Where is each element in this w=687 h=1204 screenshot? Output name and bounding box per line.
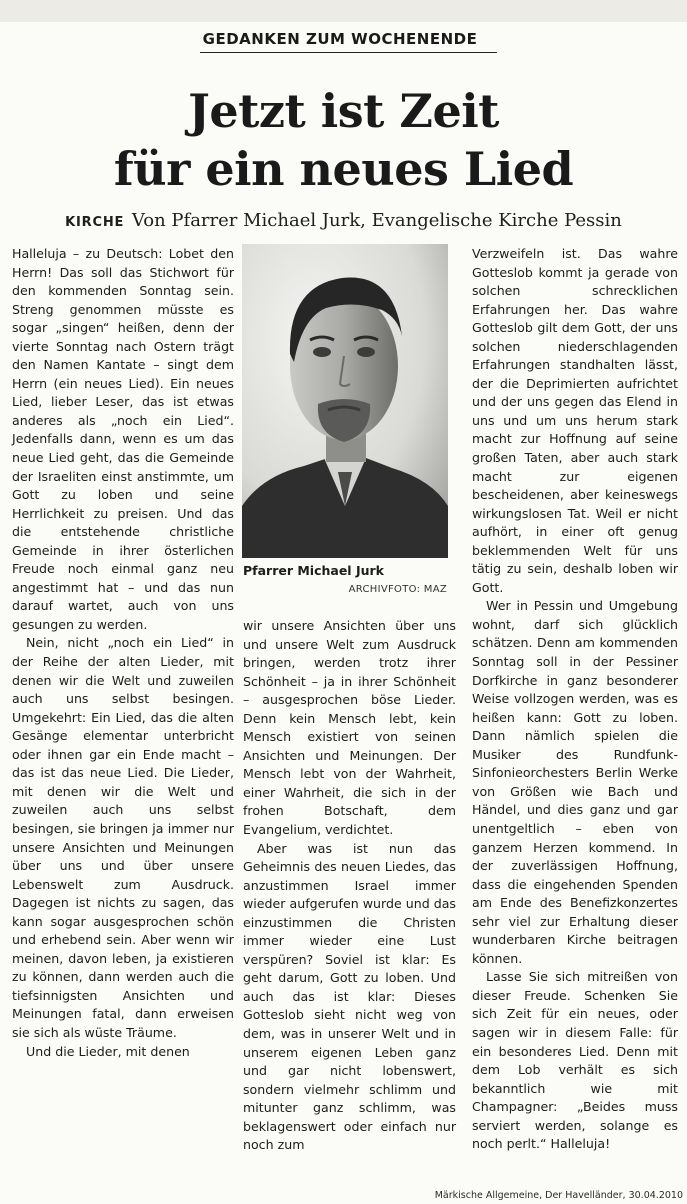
- headline: [0, 82, 687, 198]
- byline: [0, 210, 687, 231]
- source-attribution: Märkische Allgemeine, Der Havelländer, 30.04.2010: [434, 1190, 683, 1201]
- article-column-2: [243, 617, 456, 1155]
- kicker-label: KIRCHE: [65, 215, 125, 230]
- article-paragraph: Wer in Pessin und Umgebung wohnt, darf sich glücklich schätzen. Denn am kommenden Sonntag soll in der Pessiner Dorfkirche in ganz besonderer Weise vollzogen werden, was es heißen kann: Gott zu loben. Dann nämlich spielen die Musiker des Rundfunk-Sinfonieorchesters Berlin Werke von Größen wie Bach und Händel, und dies ganz und gar unentgeltlich – eben von ganzem Herzen kommend. In der zuverlässigen Hoffnung, dass die eingehenden Spenden am Ende des Benefizkonzertes sehr viel zur Erhaltung dieser wunderbaren Kirche beitragen können.: [472, 598, 678, 966]
- article-paragraph: Verzweifeln ist. Das wahre Gotteslob kommt ja gerade von solchen schrecklichen Erfahrungen her. Das wahre Gotteslob gilt dem Gott, der uns solchen niederschlagenden Erfahrungen standhalten lässt, der die Deprimierten aufrichtet und der uns gegen das Elend in uns und um uns herum stark macht zur Hoffnung auf seine großen Taten, aber auch stark macht zur eigenen bescheidenen, aber keineswegs wirkungslosen Tat. Weil er nicht aufhört, in einer oft genug beklemmenden Welt für uns tätig zu sein, deshalb loben wir Gott.: [472, 246, 678, 595]
- rubric-underline: [200, 52, 497, 53]
- headline-line-2: für ein neues Lied: [113, 142, 574, 196]
- article-column-1: [12, 245, 234, 1061]
- article-paragraph: Aber was ist nun das Geheimnis des neuen Liedes, das anzustimmen Israel immer wieder aufgerufen wurde und das einzustimmen die Christen immer wieder eine Lust verspüren? Soviel ist klar: Es geht darum, Gott zu loben. Und auch das ist klar: Dieses Gotteslob sieht nicht weg von dem, was in unserer Welt und in unserem eigenen Leben ganz und gar nicht lobenswert, sondern vielmehr schlimm und mitunter ganz schlimm, was beklagenswert oder einfach nur noch zum: [243, 840, 456, 1153]
- headline-line-1: Jetzt ist Zeit: [188, 84, 499, 138]
- article-paragraph: wir unsere Ansichten über uns und unsere Welt zum Ausdruck bringen, werden trotz ihrer Schönheit – ja in ihrer Schönheit – ausgesprochen böse Lieder. Denn kein Mensch lebt, kein Mensch existiert von seinen Ansichten und Meinungen. Der Mensch lebt von der Wahrheit, einer Wahrheit, die sich in der frohen Botschaft, dem Evangelium, verdichtet.: [243, 618, 456, 838]
- portrait-illustration: [242, 244, 448, 558]
- article-paragraph: Nein, nicht „noch ein Lied“ in der Reihe der alten Lieder, mit denen wir die Welt und zuweilen auch uns selbst besingen. Umgekehrt: Ein Lied, das die alten Gesänge elementar unterbricht oder ihnen gar ein Ende macht – das ist das neue Lied. Die Lieder, mit denen wir die Welt und zuweilen auch uns selbst besingen, sie bringen ja immer nur unsere Ansichten und Meinungen über uns und über unsere Lebenswelt zum Ausdruck. Dagegen ist nichts zu sagen, das kann sogar ausgesprochen schön und erhebend sein. Aber wenn wir meinen, davon leben, ja existieren zu können, dann werden auch die tiefsinnigsten Ansichten und Meinungen fatal, dann erweisen sie sich als wüste Träume.: [12, 635, 234, 1040]
- author-photo: [242, 244, 448, 558]
- article-paragraph: Und die Lieder, mit denen: [26, 1043, 190, 1059]
- byline-text: Von Pfarrer Michael Jurk, Evangelische Kirche Pessin: [131, 210, 622, 231]
- article-column-3: [472, 245, 678, 1154]
- bleed-through-strip: [0, 0, 687, 22]
- section-rubric: GEDANKEN ZUM WOCHENENDE: [202, 30, 478, 48]
- article-paragraph: Lasse Sie sich mitreißen von dieser Freude. Schenken Sie sich Zeit für ein neues, oder sagen wir in diesem Falle: für ein besonderes Lied. Denn mit dem Lob verhält es sich bekanntlich wie mit Champagner: „Beides muss serviert werden, solange es noch perlt.“ Halleluja!: [472, 969, 678, 1152]
- article-paragraph: Halleluja – zu Deutsch: Lobet den Herrn! Das soll das Stichwort für den kommenden Sonntag sein. Streng genommen müsste es sogar „singen“ heißen, denn der vierte Sonntag nach Ostern trägt den Namen Kantate – singt dem Herrn (ein neues Lied). Ein neues Lied, lieber Leser, das ist etwas anderes als „noch ein Lied“. Jedenfalls dann, wenn es um das neue Lied geht, das die Gemeinde der Israeliten einst anstimmte, um Gott zu loben und seine Herrlichkeit zu preisen. Und das die entstehende christliche Gemeinde in ihrer österlichen Freude noch einmal ganz neu angestimmt hat – und das nun darauf wartet, auch von uns gesungen zu werden.: [12, 246, 234, 632]
- photo-credit: ARCHIVFOTO: MAZ: [348, 584, 447, 595]
- photo-caption: Pfarrer Michael Jurk: [243, 563, 384, 578]
